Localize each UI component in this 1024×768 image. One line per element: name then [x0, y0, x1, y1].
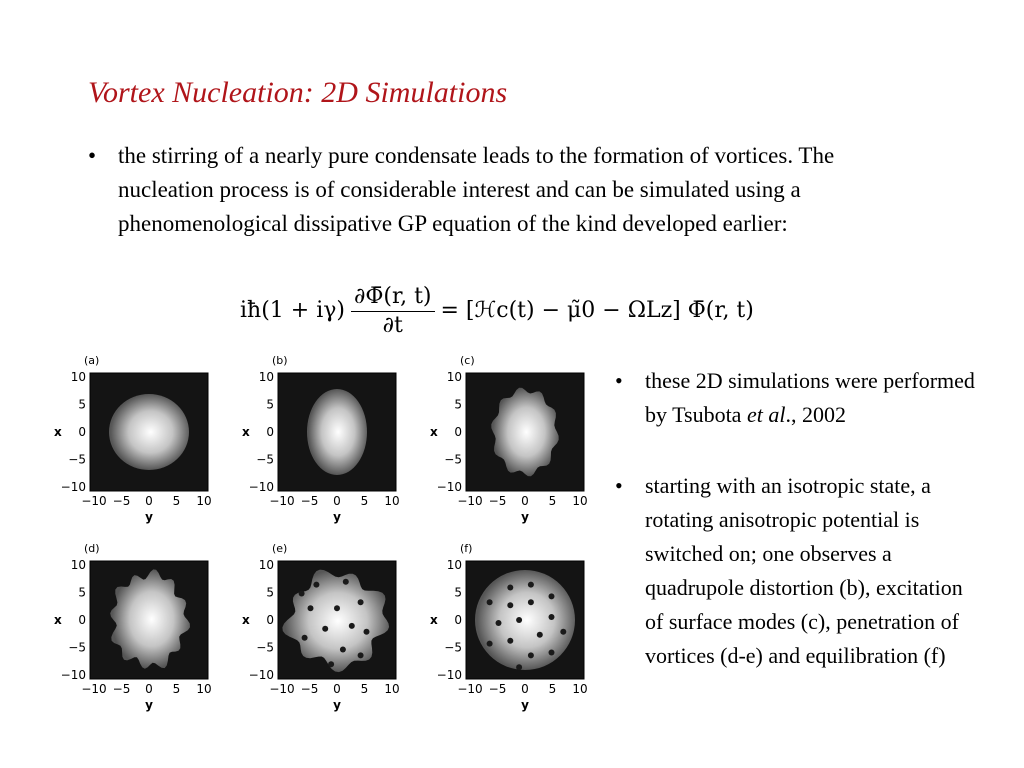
y-axis-label: y [521, 698, 529, 712]
y-tick-label: −10 [81, 494, 107, 508]
x-tick-label: −10 [436, 668, 462, 682]
y-tick-label: −10 [81, 682, 107, 696]
condensate-cloud [109, 394, 189, 470]
vortex-core [528, 599, 534, 605]
x-tick-label: 5 [266, 397, 274, 412]
y-tick-label: −5 [300, 494, 319, 508]
panel-label: (d) [84, 542, 100, 555]
x-axis-label: x [54, 613, 62, 627]
side-bullet-2-text: starting with an isotropic state, a rotating anisotropic potential is switched on; one observes a quadrupole distortion (b), excitation of surface modes (c), penetration of vortices (d-e) and equilibration (f) [645, 473, 963, 668]
vortex-core [308, 605, 314, 611]
x-tick-label: 0 [454, 425, 462, 439]
y-tick-label: −5 [488, 682, 507, 696]
main-bullet-text: the stirring of a nearly pure condensate leads to the formation of vortices. The nucleation process is of considerable interest and can be simulated using a phenomenological dissipative GP equation of the kind developed earlier: [118, 143, 835, 236]
y-tick-label: −10 [457, 682, 483, 696]
vortex-core [364, 629, 370, 635]
x-tick-label: 10 [446, 370, 462, 384]
gp-equation [240, 280, 754, 342]
vortex-core [487, 599, 493, 605]
x-tick-label: 0 [78, 613, 86, 627]
simulation-panel [50, 540, 228, 725]
simulation-panel [238, 540, 416, 725]
y-tick-label: −10 [269, 494, 295, 508]
y-tick-label: 0 [333, 682, 341, 696]
y-axis-label: y [333, 510, 341, 524]
vortex-core [507, 602, 513, 608]
y-tick-label: 5 [548, 494, 557, 508]
y-tick-label: 0 [521, 494, 529, 508]
x-tick-label: 10 [258, 558, 274, 572]
x-tick-label: 5 [266, 585, 274, 600]
y-tick-label: 10 [196, 494, 212, 508]
x-tick-label: −5 [68, 452, 86, 467]
x-tick-label: 0 [266, 613, 274, 627]
x-tick-label: 10 [446, 558, 462, 572]
x-axis-label: x [242, 425, 250, 439]
equation-prefix: iħ(1 + iγ) [240, 298, 345, 323]
side-bullet-2 [615, 469, 975, 673]
vortex-core [507, 638, 513, 644]
y-axis-label: y [333, 698, 341, 712]
panel-label: (e) [272, 542, 288, 555]
x-axis-label: x [430, 613, 438, 627]
simulation-panel [50, 352, 228, 537]
x-tick-label: −5 [444, 640, 462, 655]
vortex-core [549, 614, 555, 620]
vortex-core [516, 617, 522, 623]
condensate-cloud [475, 570, 575, 670]
y-tick-label: 0 [145, 494, 153, 508]
x-tick-label: −10 [60, 480, 86, 494]
x-tick-label: 0 [454, 613, 462, 627]
y-tick-label: 10 [572, 494, 588, 508]
bullet-dot-icon: • [615, 473, 623, 498]
x-tick-label: 5 [454, 585, 462, 600]
side-bullet-1-text [645, 364, 975, 432]
y-tick-label: 0 [521, 682, 529, 696]
side-bullet-1-text-start: these 2D simulations were performed by Tsubota [645, 368, 975, 427]
y-axis-label: y [521, 510, 529, 524]
vortex-core [560, 629, 566, 635]
side-bullet-1-text-end: ., 2002 [785, 402, 846, 427]
y-tick-label: −10 [269, 682, 295, 696]
vortex-core [549, 650, 555, 656]
equation-numerator: ∂Φ̄(r, t) [351, 284, 435, 312]
y-tick-label: −5 [112, 494, 131, 508]
y-tick-label: 5 [360, 682, 369, 696]
side-bullet-1-text-italic: et al [746, 402, 786, 427]
x-tick-label: −10 [248, 668, 274, 682]
vortex-core [358, 599, 364, 605]
vortex-core [487, 641, 493, 647]
y-axis-label: y [145, 698, 153, 712]
vortex-core [322, 626, 328, 632]
bullet-dot-icon: • [88, 143, 97, 168]
y-tick-label: −5 [488, 494, 507, 508]
vortex-core [343, 579, 349, 585]
vortex-core [349, 623, 355, 629]
y-tick-label: 0 [333, 494, 341, 508]
equation-rhs: = [ℋc(t) − μ̃0 − ΩLz] Φ̄(r, t) [440, 298, 754, 323]
equation-denominator: ∂t [382, 312, 403, 338]
simulation-panel [426, 540, 604, 725]
y-tick-label: 5 [172, 494, 181, 508]
y-tick-label: −5 [300, 682, 319, 696]
x-tick-label: −5 [68, 640, 86, 655]
x-tick-label: 10 [258, 370, 274, 384]
vortex-core [313, 582, 319, 588]
y-axis-label: y [145, 510, 153, 524]
x-axis-label: x [430, 425, 438, 439]
x-tick-label: 5 [78, 585, 86, 600]
vortex-core [328, 661, 334, 667]
slide-title: Vortex Nucleation: 2D Simulations [88, 76, 508, 109]
x-axis-label: x [242, 613, 250, 627]
vortex-core [334, 605, 340, 611]
y-tick-label: 10 [384, 682, 400, 696]
y-tick-label: 5 [172, 682, 181, 696]
vortex-core [507, 585, 513, 591]
vortex-core [549, 593, 555, 599]
vortex-core [299, 591, 305, 597]
y-tick-label: 10 [196, 682, 212, 696]
panel-label: (c) [460, 354, 475, 367]
y-tick-label: 0 [145, 682, 153, 696]
bullet-dot-icon: • [615, 368, 623, 393]
x-tick-label: −10 [436, 480, 462, 494]
y-tick-label: −5 [112, 682, 131, 696]
x-tick-label: 5 [78, 397, 86, 412]
x-tick-label: −5 [256, 452, 274, 467]
x-tick-label: −5 [256, 640, 274, 655]
simulation-panel [238, 352, 416, 537]
vortex-core [528, 652, 534, 658]
x-tick-label: 5 [454, 397, 462, 412]
panel-label: (b) [272, 354, 288, 367]
x-tick-label: −10 [248, 480, 274, 494]
condensate-cloud [307, 389, 367, 475]
side-bullet-1 [615, 364, 975, 432]
panel-label: (a) [84, 354, 100, 367]
x-axis-label: x [54, 425, 62, 439]
vortex-core [496, 620, 502, 626]
y-tick-label: 10 [384, 494, 400, 508]
x-tick-label: 0 [78, 425, 86, 439]
x-tick-label: −5 [444, 452, 462, 467]
y-tick-label: −10 [457, 494, 483, 508]
vortex-core [302, 635, 308, 641]
vortex-core [358, 652, 364, 658]
main-bullet [88, 139, 918, 241]
x-tick-label: 0 [266, 425, 274, 439]
vortex-core [340, 647, 346, 653]
vortex-core [528, 582, 534, 588]
vortex-core [516, 664, 522, 670]
equation-fraction [351, 284, 435, 339]
panel-label: (f) [460, 542, 473, 555]
y-tick-label: 10 [572, 682, 588, 696]
x-tick-label: 10 [70, 370, 86, 384]
vortex-core [537, 632, 543, 638]
y-tick-label: 5 [548, 682, 557, 696]
x-tick-label: 10 [70, 558, 86, 572]
simulation-panel [426, 352, 604, 537]
x-tick-label: −10 [60, 668, 86, 682]
y-tick-label: 5 [360, 494, 369, 508]
